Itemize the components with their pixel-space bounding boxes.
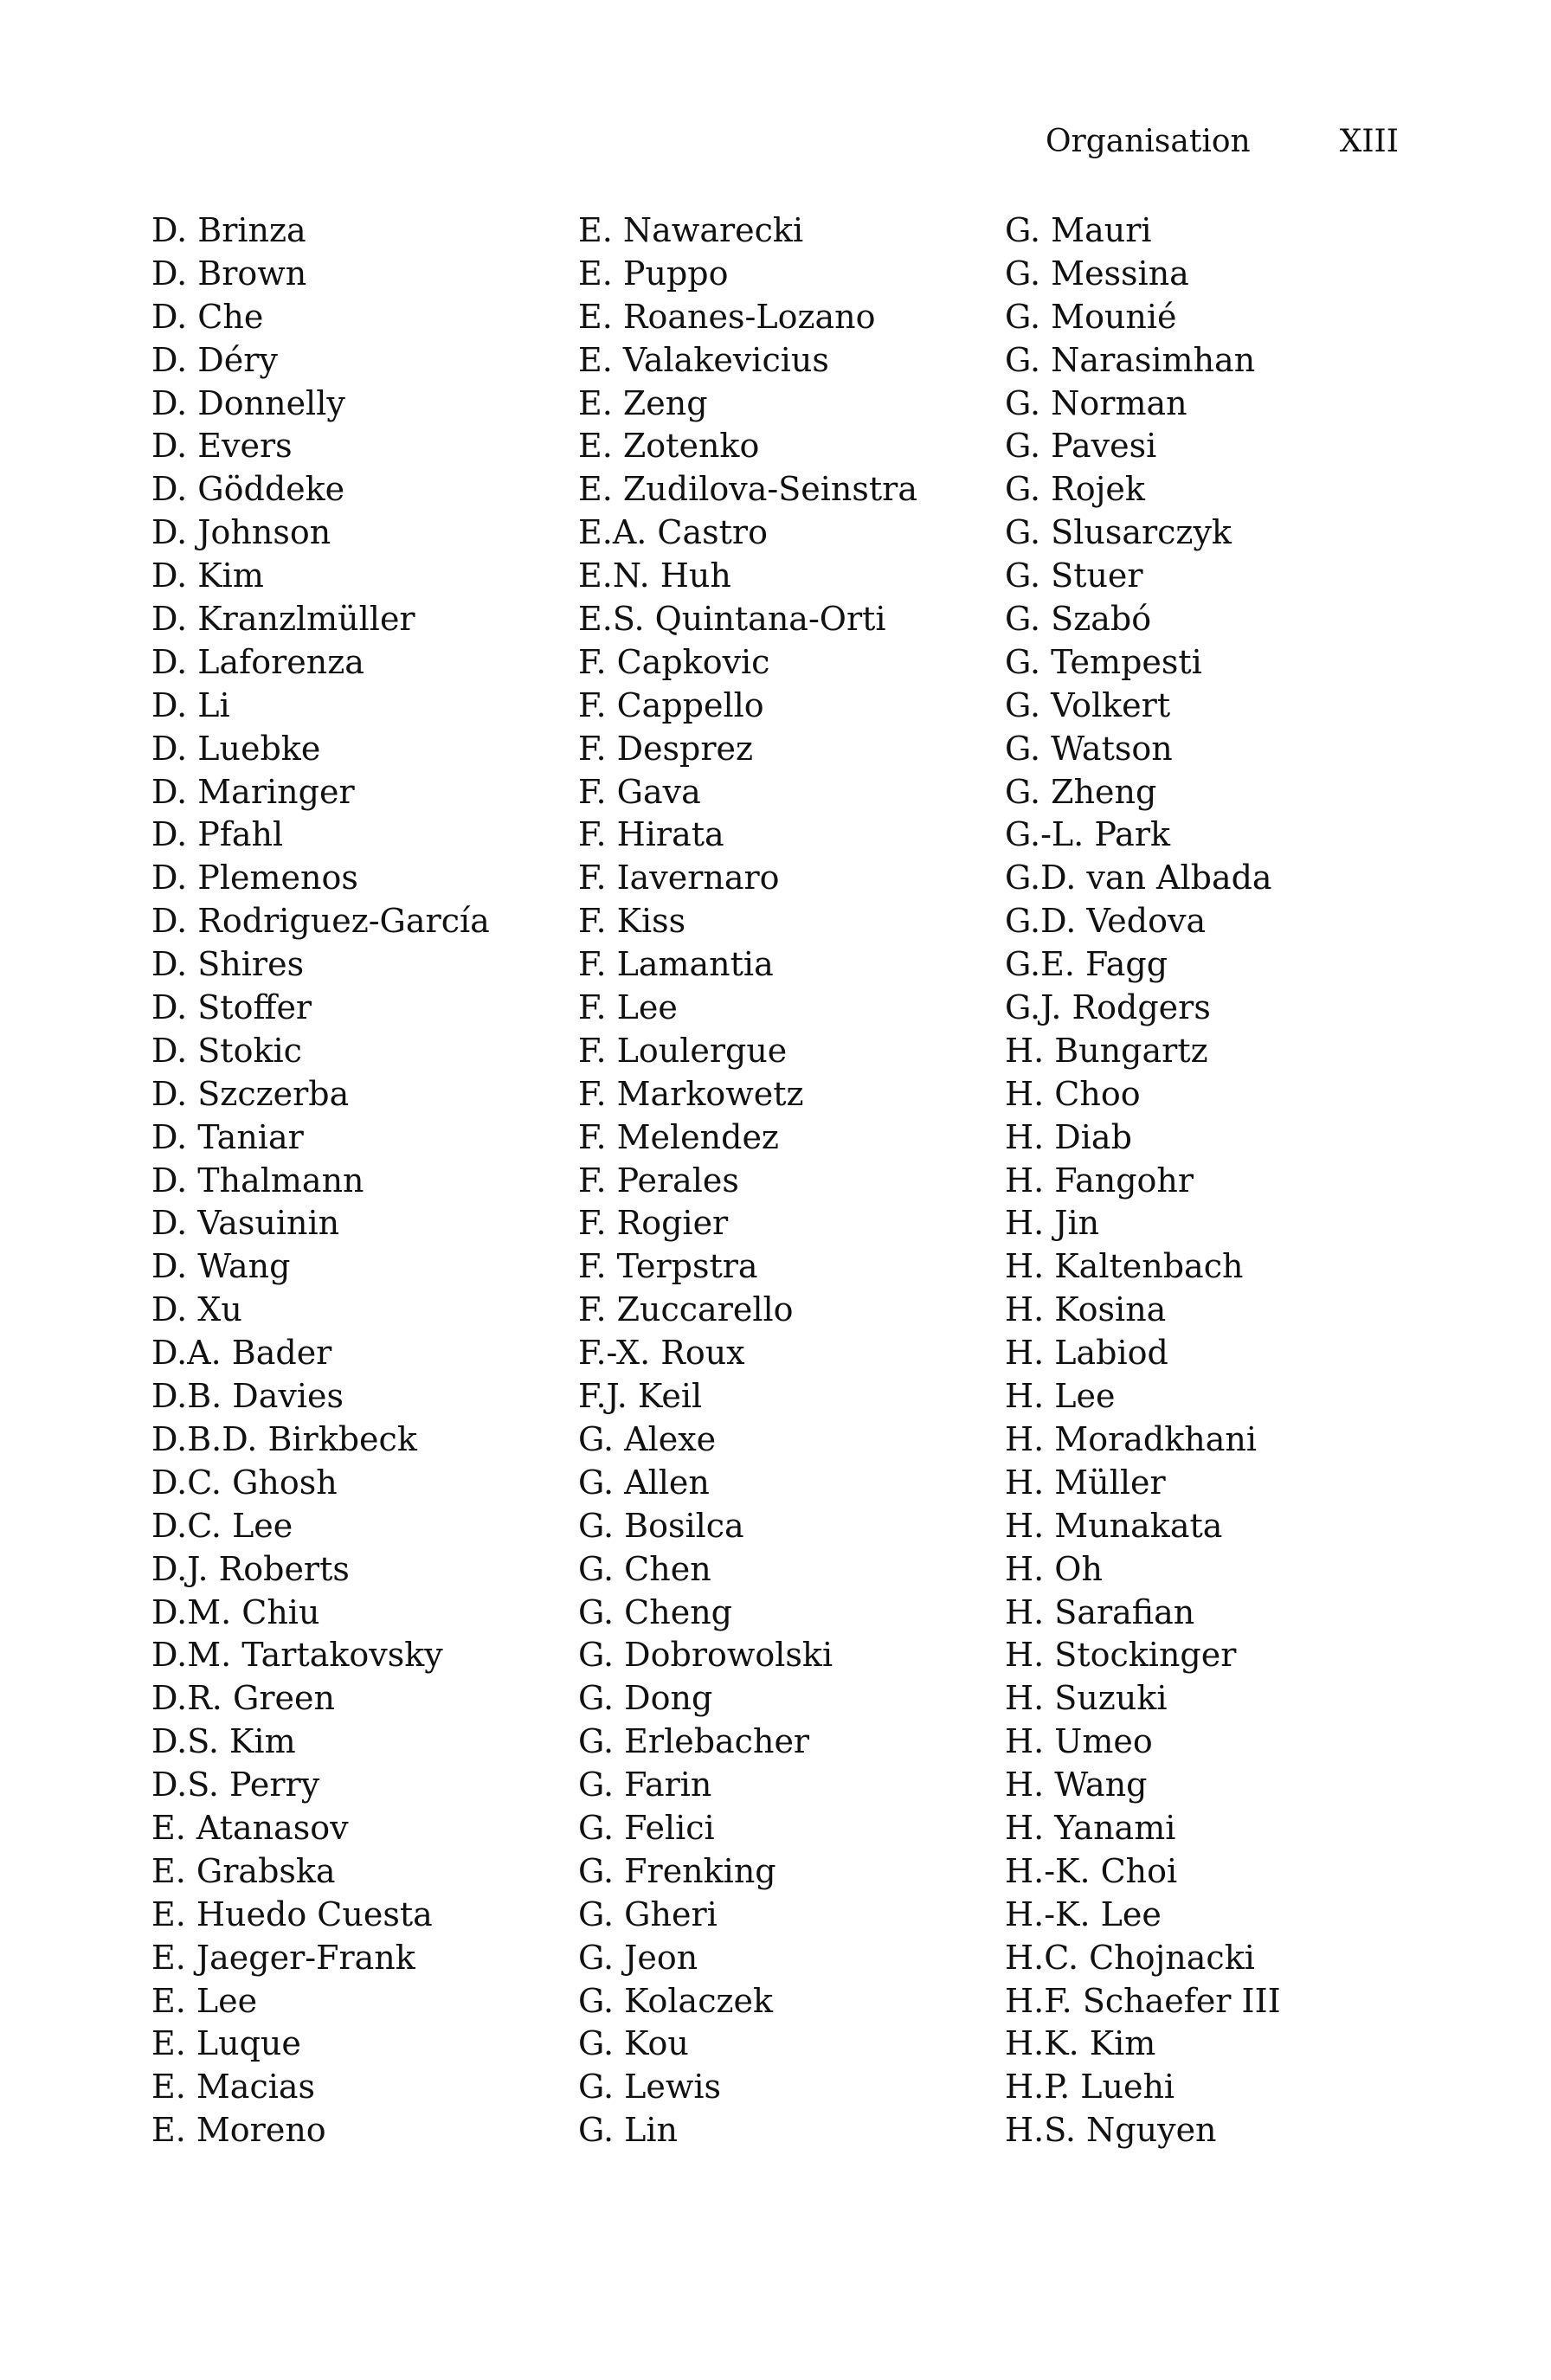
- name-entry: E. Zudilova-Seinstra: [578, 470, 917, 509]
- name-entry: D. Johnson: [151, 513, 331, 552]
- name-entry: G.D. Vedova: [1005, 902, 1207, 941]
- name-entry: H. Suzuki: [1005, 1679, 1168, 1718]
- name-entry: H. Yanami: [1005, 1808, 1176, 1847]
- name-entry: E. Huedo Cuesta: [151, 1894, 433, 1933]
- name-entry: G. Dobrowolski: [578, 1636, 833, 1675]
- name-entry: G. Szabó: [1005, 600, 1152, 639]
- running-head-title: Organisation: [1046, 124, 1251, 159]
- name-entry: D. Kim: [151, 556, 264, 595]
- name-entry: E.N. Huh: [578, 556, 731, 595]
- name-entry: G. Frenking: [578, 1851, 776, 1890]
- name-entry: H.-K. Lee: [1005, 1894, 1162, 1933]
- name-entry: D. Stoffer: [151, 988, 312, 1027]
- name-entry: G.-L. Park: [1005, 815, 1171, 854]
- name-entry: D.B.D. Birkbeck: [151, 1419, 417, 1458]
- name-entry: D.A. Bader: [151, 1334, 332, 1373]
- name-entry: H. Wang: [1005, 1766, 1148, 1804]
- name-entry: E.S. Quintana-Orti: [578, 600, 886, 639]
- name-entry: G. Allen: [578, 1463, 710, 1502]
- name-entry: H. Stockinger: [1005, 1636, 1237, 1675]
- name-entry: H.C. Chojnacki: [1005, 1938, 1255, 1977]
- name-entry: E. Luque: [151, 2024, 301, 2063]
- name-entry: G. Tempesti: [1005, 642, 1202, 681]
- name-entry: F. Gava: [578, 772, 701, 811]
- name-entry: D. Evers: [151, 427, 293, 466]
- name-entry: G. Lewis: [578, 2068, 722, 2107]
- name-entry: G. Kou: [578, 2024, 689, 2063]
- name-entry: F. Desprez: [578, 729, 754, 768]
- name-entry: G. Bosilca: [578, 1506, 744, 1545]
- name-entry: G. Mauri: [1005, 211, 1152, 249]
- name-entry: G. Dong: [578, 1679, 713, 1718]
- name-entry: D.S. Kim: [151, 1722, 296, 1761]
- name-entry: G.J. Rodgers: [1005, 988, 1211, 1027]
- name-entry: F. Markowetz: [578, 1074, 804, 1113]
- name-entry: E. Grabska: [151, 1851, 336, 1890]
- name-entry: D.C. Ghosh: [151, 1463, 338, 1502]
- name-entry: H. Oh: [1005, 1549, 1103, 1588]
- name-entry: F. Lee: [578, 988, 678, 1027]
- name-entry: E. Zotenko: [578, 427, 760, 466]
- name-entry: H. Kosina: [1005, 1290, 1167, 1329]
- name-entry: G. Norman: [1005, 383, 1187, 422]
- name-entry: E. Lee: [151, 1981, 258, 2020]
- name-entry: F. Capkovic: [578, 642, 770, 681]
- name-entry: H.K. Kim: [1005, 2024, 1156, 2063]
- name-entry: G. Stuer: [1005, 556, 1143, 595]
- name-entry: F. Lamantia: [578, 945, 774, 984]
- name-entry: G. Slusarczyk: [1005, 513, 1232, 552]
- name-entry: H. Diab: [1005, 1117, 1132, 1156]
- name-entry: D. Xu: [151, 1290, 242, 1329]
- name-entry: F. Hirata: [578, 815, 724, 854]
- name-entry: G. Chen: [578, 1549, 711, 1588]
- name-entry: F. Iavernaro: [578, 859, 780, 897]
- name-entry: D. Brinza: [151, 211, 306, 249]
- name-entry: H.P. Luehi: [1005, 2068, 1175, 2107]
- name-entry: D. Wang: [151, 1247, 291, 1286]
- name-entry: G. Gheri: [578, 1894, 718, 1933]
- name-entry: F.J. Keil: [578, 1377, 703, 1416]
- name-entry: D.M. Tartakovsky: [151, 1636, 443, 1675]
- name-column-1: [151, 209, 576, 2152]
- name-entry: G. Kolaczek: [578, 1981, 774, 2020]
- name-entry: D. Plemenos: [151, 859, 358, 897]
- name-entry: G. Cheng: [578, 1592, 732, 1631]
- name-entry: G.E. Fagg: [1005, 945, 1168, 984]
- name-entry: G. Watson: [1005, 729, 1173, 768]
- page-header: [1046, 119, 1399, 164]
- name-entry: E. Nawarecki: [578, 211, 804, 249]
- name-entry: H. Jin: [1005, 1204, 1100, 1243]
- name-entry: F. Cappello: [578, 685, 764, 724]
- name-entry: E. Moreno: [151, 2111, 326, 2150]
- name-entry: D. Luebke: [151, 729, 321, 768]
- name-entry: D. Brown: [151, 254, 307, 293]
- name-entry: D.B. Davies: [151, 1377, 344, 1416]
- name-entry: D. Kranzlmüller: [151, 600, 415, 639]
- name-column-2: [578, 209, 1002, 2152]
- name-entry: F. Terpstra: [578, 1247, 758, 1286]
- name-entry: H. Bungartz: [1005, 1031, 1208, 1070]
- name-entry: E. Macias: [151, 2068, 316, 2107]
- name-entry: E. Atanasov: [151, 1808, 349, 1847]
- name-entry: G. Rojek: [1005, 470, 1145, 509]
- name-entry: D. Li: [151, 685, 230, 724]
- name-entry: G. Alexe: [578, 1419, 717, 1458]
- name-entry: F. Zuccarello: [578, 1290, 794, 1329]
- name-entry: G. Jeon: [578, 1938, 698, 1977]
- name-entry: D. Shires: [151, 945, 305, 984]
- name-entry: G. Farin: [578, 1766, 712, 1804]
- name-entry: H. Munakata: [1005, 1506, 1223, 1545]
- name-entry: H. Moradkhani: [1005, 1419, 1258, 1458]
- name-entry: D.R. Green: [151, 1679, 335, 1718]
- name-entry: H. Müller: [1005, 1463, 1166, 1502]
- page-number: XIII: [1339, 124, 1399, 159]
- name-entry: H. Lee: [1005, 1377, 1116, 1416]
- name-entry: H.F. Schaefer III: [1005, 1981, 1281, 2020]
- name-entry: D. Stokic: [151, 1031, 302, 1070]
- name-entry: H. Fangohr: [1005, 1161, 1194, 1200]
- name-entry: E. Puppo: [578, 254, 729, 293]
- name-entry: G. Volkert: [1005, 685, 1171, 724]
- name-entry: D. Maringer: [151, 772, 355, 811]
- name-entry: G. Mounié: [1005, 297, 1177, 336]
- name-entry: G. Zheng: [1005, 772, 1157, 811]
- name-entry: H. Kaltenbach: [1005, 1247, 1244, 1286]
- name-entry: H. Sarafian: [1005, 1592, 1195, 1631]
- name-entry: D.C. Lee: [151, 1506, 293, 1545]
- name-entry: H. Choo: [1005, 1074, 1141, 1113]
- name-entry: F. Kiss: [578, 902, 686, 941]
- name-entry: E. Roanes-Lozano: [578, 297, 876, 336]
- name-entry: H. Labiod: [1005, 1334, 1168, 1373]
- name-entry: G. Narasimhan: [1005, 340, 1256, 379]
- name-entry: G. Felici: [578, 1808, 715, 1847]
- name-entry: D. Pfahl: [151, 815, 284, 854]
- name-entry: D. Rodriguez-García: [151, 902, 490, 941]
- name-entry: G. Pavesi: [1005, 427, 1157, 466]
- name-entry: D. Che: [151, 297, 264, 336]
- name-entry: H.-K. Choi: [1005, 1851, 1178, 1890]
- name-entry: D.S. Perry: [151, 1766, 320, 1804]
- name-entry: G. Lin: [578, 2111, 679, 2150]
- name-entry: D. Déry: [151, 340, 278, 379]
- name-entry: D.J. Roberts: [151, 1549, 350, 1588]
- name-entry: G. Erlebacher: [578, 1722, 810, 1761]
- name-entry: F. Melendez: [578, 1117, 779, 1156]
- name-entry: G. Messina: [1005, 254, 1189, 293]
- name-entry: G.D. van Albada: [1005, 859, 1272, 897]
- name-entry: E. Zeng: [578, 383, 708, 422]
- name-entry: F.-X. Roux: [578, 1334, 745, 1373]
- name-entry: H. Umeo: [1005, 1722, 1153, 1761]
- name-column-3: [1005, 209, 1429, 2152]
- name-entry: F. Perales: [578, 1161, 739, 1200]
- name-entry: D. Laforenza: [151, 642, 364, 681]
- name-entry: E.A. Castro: [578, 513, 768, 552]
- name-entry: D. Donnelly: [151, 383, 345, 422]
- name-entry: E. Jaeger-Frank: [151, 1938, 415, 1977]
- name-entry: D. Thalmann: [151, 1161, 364, 1200]
- name-entry: D. Göddeke: [151, 470, 345, 509]
- name-entry: F. Loulergue: [578, 1031, 788, 1070]
- name-entry: D. Szczerba: [151, 1074, 350, 1113]
- name-entry: D. Vasuinin: [151, 1204, 340, 1243]
- name-entry: D.M. Chiu: [151, 1592, 320, 1631]
- name-entry: F. Rogier: [578, 1204, 729, 1243]
- name-entry: D. Taniar: [151, 1117, 304, 1156]
- name-entry: E. Valakevicius: [578, 340, 829, 379]
- name-entry: H.S. Nguyen: [1005, 2111, 1217, 2150]
